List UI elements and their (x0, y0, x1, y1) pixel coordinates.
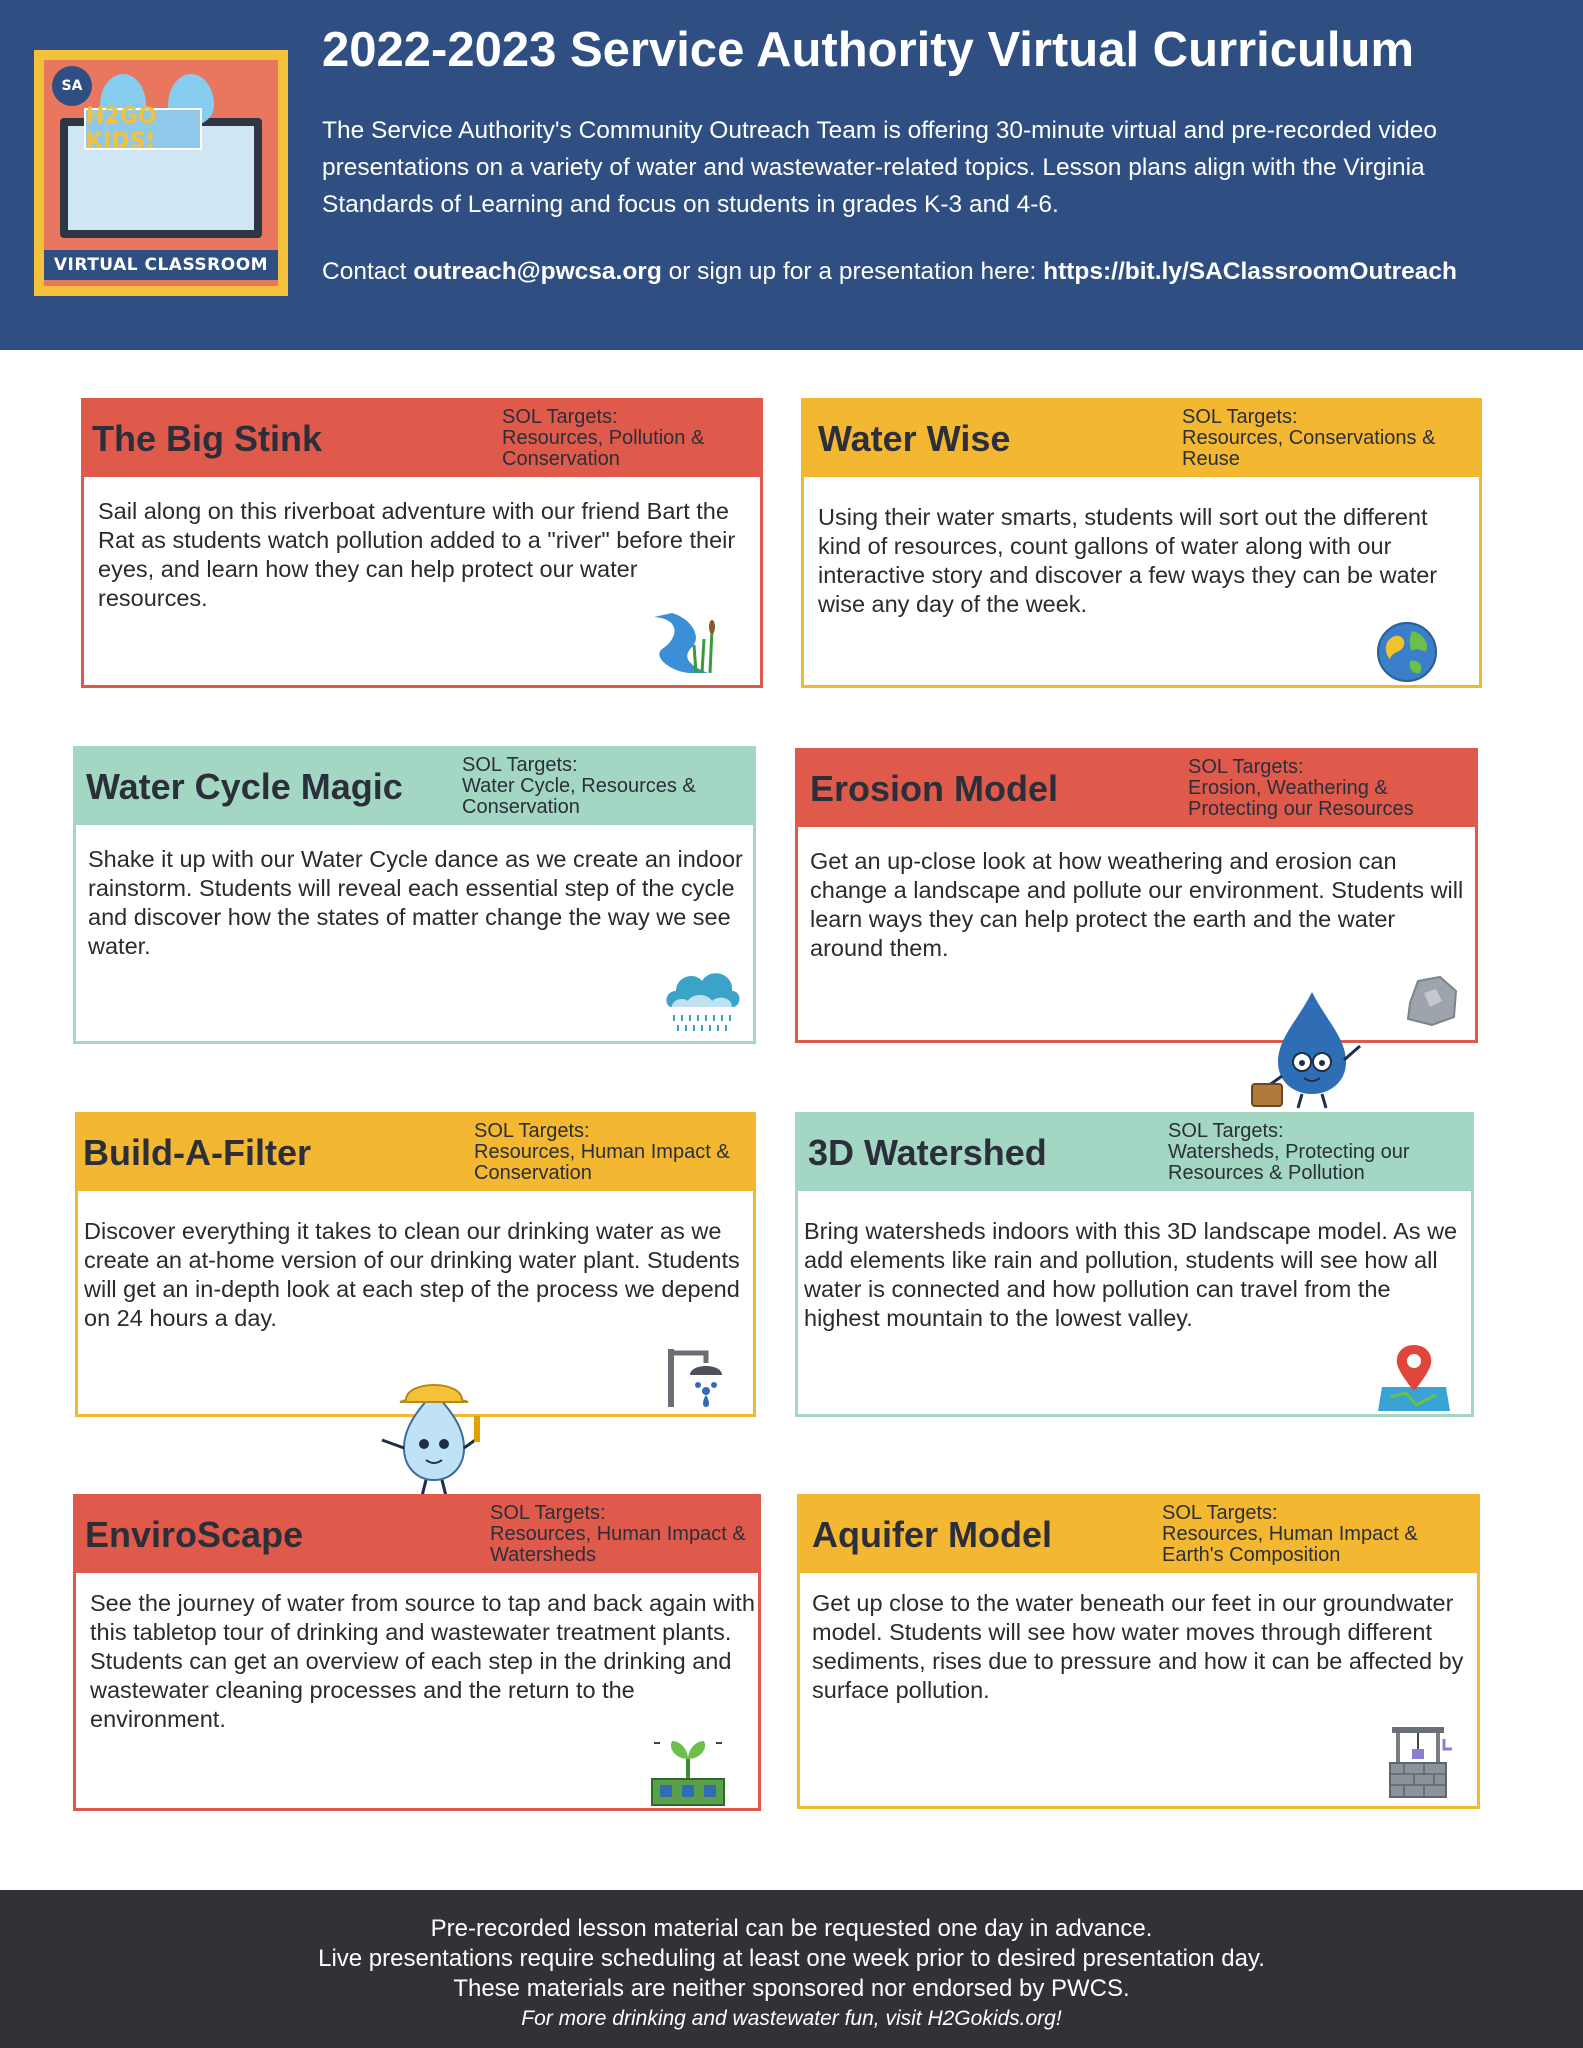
card-header (78, 1115, 753, 1191)
card-description: Using their water smarts, students will sort out the different kind of resources, count gallons of water along with our interactive story and discover a few ways they can be water wise any day of the week. (818, 504, 1438, 617)
card-water-cycle-magic (73, 746, 756, 1044)
sol-values: Resources, Pollution & Conservation (502, 427, 705, 470)
card-title: Water Cycle Magic (86, 766, 403, 807)
sol-label: SOL Targets: (474, 1120, 590, 1142)
card-title: 3D Watershed (808, 1132, 1047, 1173)
card-the-big-stink (81, 398, 763, 688)
sol-values: Resources, Conservations & Reuse (1182, 427, 1436, 470)
header-banner (0, 0, 1583, 350)
card-header (798, 1115, 1471, 1191)
contact-prefix: Contact (322, 258, 414, 285)
river-icon (652, 609, 722, 677)
sol-targets (502, 407, 752, 470)
rain-cloud-icon (664, 963, 742, 1035)
globe-icon (1376, 621, 1438, 683)
card-header (800, 1497, 1477, 1573)
card-description: Shake it up with our Water Cycle dance as we create an indoor rainstorm. Students will reveal each essential step of the cycle and discover how the states of matter change the way we see water. (88, 846, 743, 959)
sol-values: Resources, Human Impact & Watersheds (490, 1523, 746, 1566)
card-aquifer-model (797, 1494, 1480, 1809)
well-icon (1386, 1723, 1456, 1799)
rock-icon (1402, 973, 1462, 1027)
sol-targets (474, 1121, 752, 1184)
card-header (804, 401, 1479, 477)
footer-note-advance: Pre-recorded lesson material can be requested one day in advance. (430, 1915, 1153, 1942)
water-drop-mascot-hardhat-icon (370, 1372, 500, 1498)
sol-targets (1168, 1121, 1470, 1184)
intro-text: The Service Authority's Community Outreach Team is offering 30-minute virtual and pre-recorded video presentations on a variety of water and wastewater-related topics. Lesson plans align with the Virginia Standards of Learning and focus on students in grades K-3 and 4-6. (322, 117, 1437, 218)
contact-middle: or sign up for a presentation here: (661, 258, 1044, 285)
card-description: Bring watersheds indoors with this 3D landscape model. As we add elements like rain and pollution, students will see how all water is connected and how pollution can travel from the highest mountain to the lowest valley. (804, 1218, 1458, 1331)
card-title: Water Wise (818, 418, 1011, 459)
sol-label: SOL Targets: (1162, 1502, 1278, 1524)
footer-website-note: For more drinking and wastewater fun, visit H2Gokids.org! (521, 2007, 1062, 2030)
sol-targets (1182, 407, 1477, 470)
sol-label: SOL Targets: (502, 406, 618, 428)
sol-values: Erosion, Weathering & Protecting our Resources (1188, 777, 1414, 820)
sol-targets (490, 1503, 756, 1566)
card-description: See the journey of water from source to tap and back again with this tabletop tour of drinking and wastewater treatment plants. Students can get an overview of each step in the drinking and wastewater cleaning processes and the return to the environment. (90, 1590, 755, 1732)
card-water-wise (801, 398, 1482, 688)
sa-badge: SA (52, 66, 92, 106)
card-description: Get up close to the water beneath our feet in our groundwater model. Students will see how water moves through different sediments, rises due to pressure and how it can be affected by surface pollution. (812, 1590, 1464, 1703)
card-title: The Big Stink (92, 418, 323, 459)
card-title: Aquifer Model (812, 1514, 1052, 1555)
map-pin-icon (1376, 1341, 1452, 1413)
sol-label: SOL Targets: (1182, 406, 1298, 428)
card-description: Discover everything it takes to clean our drinking water as we create an at-home version of our drinking water plant. Students will get an in-depth look at each step of the process we depend on 24 hours a day. (84, 1218, 740, 1331)
sol-label: SOL Targets: (1168, 1120, 1284, 1142)
sol-label: SOL Targets: (1188, 756, 1304, 778)
footer-note-scheduling: Live presentations require scheduling at least one week prior to desired presentation day. (318, 1945, 1265, 1972)
logo-label: VIRTUAL CLASSROOM (44, 250, 278, 280)
card-title: Erosion Model (810, 768, 1059, 809)
sol-targets (1162, 1503, 1474, 1566)
card-header (798, 751, 1475, 827)
card-3d-watershed (795, 1112, 1474, 1417)
card-enviroscape (73, 1494, 761, 1811)
footer (0, 1890, 1583, 2048)
card-description: Sail along on this riverboat adventure with our friend Bart the Rat as students watch pollution added to a "river" before their eyes, and learn how they can help protect our water resources. (98, 498, 736, 611)
card-description: Get an up-close look at how weathering and erosion can change a landscape and pollute our environment. Students will learn ways they can help protect the earth and the water around them. (810, 848, 1464, 961)
footer-note-disclaimer: These materials are neither sponsored nor endorsed by PWCS. (453, 1975, 1130, 2002)
sol-values: Water Cycle, Resources & Conservation (462, 775, 696, 818)
sol-values: Resources, Human Impact & Earth's Composition (1162, 1523, 1418, 1566)
card-header (76, 749, 753, 825)
eco-factory-icon (646, 1729, 730, 1807)
h2go-kids-logo (34, 50, 288, 296)
water-drop-mascot-briefcase-icon (1248, 990, 1378, 1110)
card-header (84, 401, 760, 477)
sol-label: SOL Targets: (462, 754, 578, 776)
card-title: EnviroScape (85, 1514, 304, 1555)
card-title: Build-A-Filter (83, 1132, 311, 1173)
sol-values: Watersheds, Protecting our Resources & Pollution (1168, 1141, 1410, 1184)
card-header (76, 1497, 758, 1573)
logo-brand-text: H2GO KIDS! (84, 108, 202, 150)
shower-icon (666, 1345, 736, 1409)
sol-targets (462, 755, 754, 818)
contact-line (322, 258, 1457, 286)
sol-values: Resources, Human Impact & Conservation (474, 1141, 730, 1184)
signup-link[interactable]: https://bit.ly/SAClassroomOutreach (1043, 258, 1457, 285)
sol-label: SOL Targets: (490, 1502, 606, 1524)
sol-targets (1188, 757, 1473, 820)
page-title: 2022-2023 Service Authority Virtual Curriculum (322, 23, 1415, 77)
contact-email-link[interactable]: outreach@pwcsa.org (413, 258, 662, 285)
